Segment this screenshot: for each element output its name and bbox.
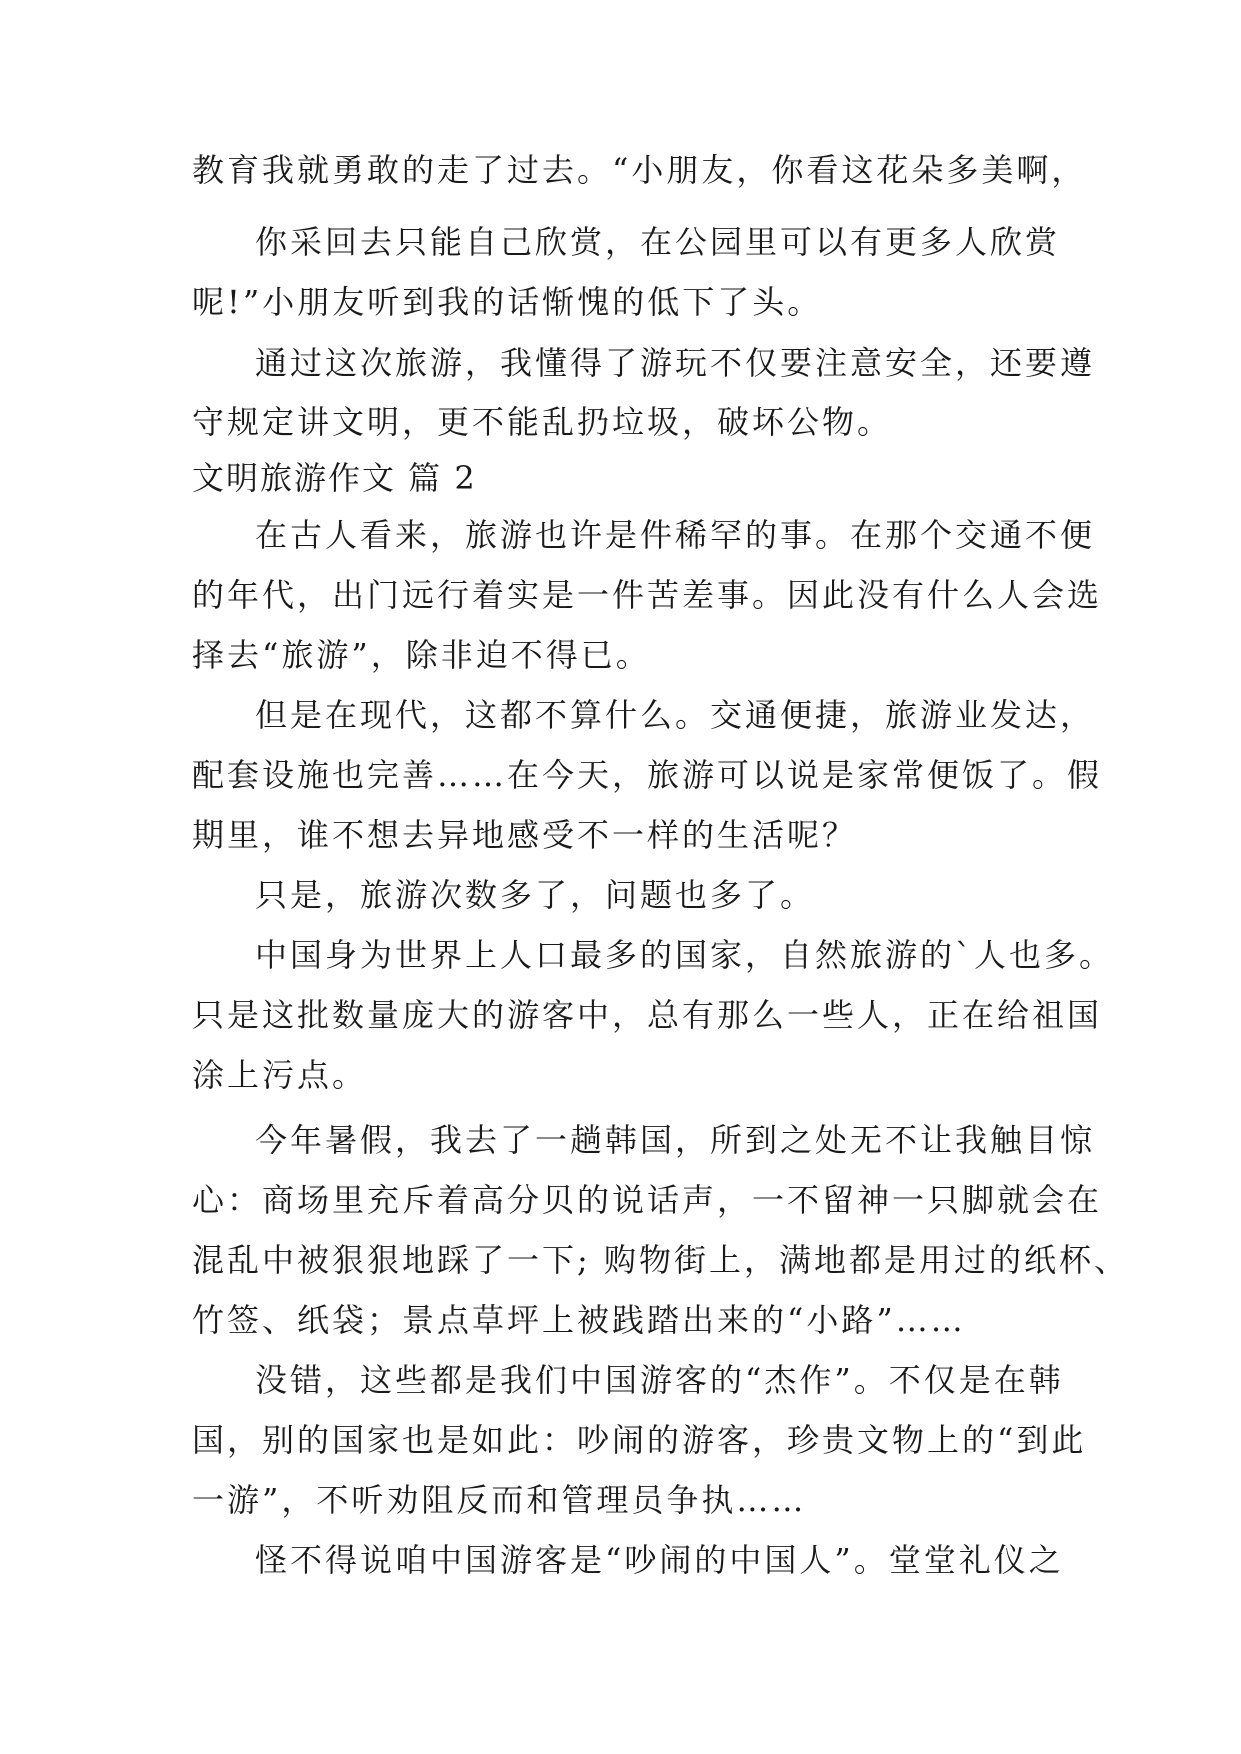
text-line-15: 只是这批数量庞大的游客中，总有那么一些人，正在给祖国 [192,996,1103,1034]
text-line-2: 你采回去只能自己欣赏，在公园里可以有更多人欣赏 [255,223,1061,261]
text-line-3: 呢!”小朋友听到我的话惭愧的低下了头。 [192,283,823,321]
text-line-17: 今年暑假，我去了一趟韩国，所到之处无不让我触目惊 [255,1121,1096,1159]
text-line-14: 中国身为世界上人口最多的国家，自然旅游的`人也多。 [255,936,1115,974]
text-line-19: 混乱中被狠狠地踩了一下; 购物街上，满地都是用过的纸杯、 [192,1241,1129,1279]
text-line-16: 涂上污点。 [192,1056,368,1094]
text-line-8: 的年代，出门远行着实是一件苦差事。因此没有什么人会选 [192,576,1103,614]
text-line-5: 守规定讲文明，更不能乱扔垃圾，破坏公物。 [192,403,893,441]
text-line-18: 心：商场里充斥着高分贝的说话声，一不留神一只脚就会在 [192,1181,1103,1219]
text-line-22: 国，别的国家也是如此：吵闹的游客，珍贵文物上的“到此 [192,1421,1087,1459]
text-line-13: 只是，旅游次数多了，问题也多了。 [255,876,816,914]
text-line-10: 但是在现代，这都不算什么。交通便捷，旅游业发达， [255,696,1096,734]
text-line-7: 在古人看来，旅游也许是件稀罕的事。在那个交通不便 [255,516,1096,554]
section-heading: 文明旅游作文 篇 2 [192,459,477,497]
text-line-24: 怪不得说咱中国游客是“吵闹的中国人”。堂堂礼仪之 [255,1541,1064,1579]
text-line-4: 通过这次旅游，我懂得了游玩不仅要注意安全，还要遵 [255,344,1096,382]
text-line-11: 配套设施也完善……在今天，旅游可以说是家常便饭了。假 [192,756,1103,794]
text-line-23: 一游”，不听劝阻反而和管理员争执…… [192,1481,807,1519]
text-line-12: 期里，谁不想去异地感受不一样的生活呢？ [192,816,858,854]
text-line-21: 没错，这些都是我们中国游客的“杰作”。不仅是在韩 [255,1361,1064,1399]
text-line-1: 教育我就勇敢的走了过去。“小朋友，你看这花朵多美啊， [192,151,1087,189]
text-line-9: 择去“旅游”，除非迫不得已。 [192,636,651,674]
text-line-20: 竹签、纸袋；景点草坪上被践踏出来的“小路”…… [192,1301,966,1339]
